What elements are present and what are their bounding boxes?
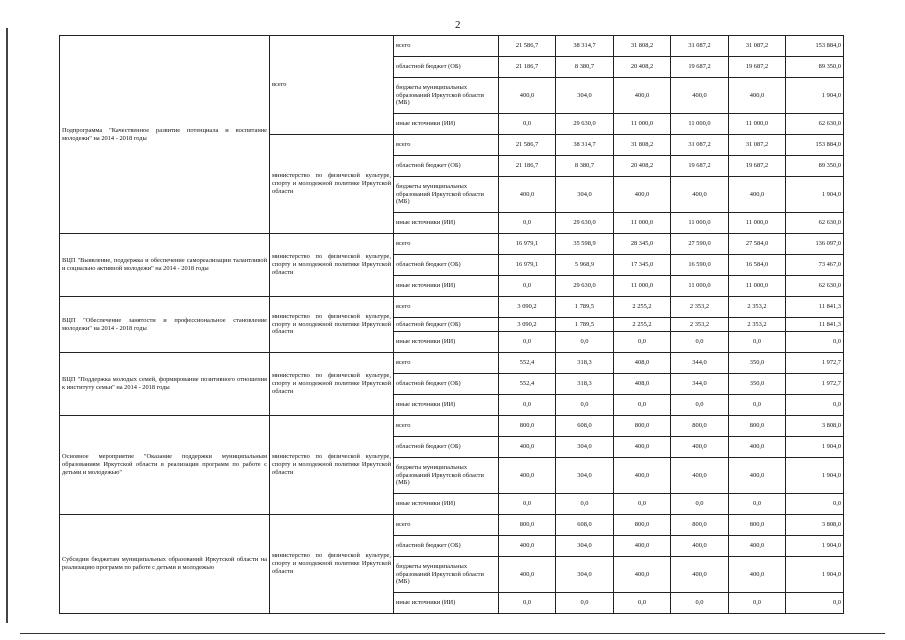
program-name-cell: ВЦП "Выявление, поддержка и обеспечение самореализации талантливой и социально активной молодежи" на 2014 - 2018 годы: [60, 234, 270, 297]
year-value-cell: 17 345,0: [614, 255, 671, 276]
year-value-cell: 21 186,7: [499, 156, 556, 177]
total-value-cell: 1 972,7: [786, 374, 844, 395]
year-value-cell: 0,0: [499, 276, 556, 297]
year-value-cell: 11 000,0: [671, 114, 729, 135]
year-value-cell: 0,0: [499, 332, 556, 353]
year-value-cell: 0,0: [729, 494, 786, 515]
year-value-cell: 3 090,2: [499, 297, 556, 318]
year-value-cell: 1 789,5: [556, 318, 614, 332]
year-value-cell: 19 687,2: [729, 57, 786, 78]
year-value-cell: 552,4: [499, 353, 556, 374]
table-row: [60, 297, 844, 318]
year-value-cell: 29 630,0: [556, 213, 614, 234]
year-value-cell: 800,0: [729, 416, 786, 437]
year-value-cell: 38 314,7: [556, 135, 614, 156]
year-value-cell: 2 353,2: [729, 297, 786, 318]
funding-source-cell: областной бюджет (ОБ): [394, 536, 499, 557]
funding-source-cell: всего: [394, 234, 499, 255]
year-value-cell: 400,0: [499, 78, 556, 114]
year-value-cell: 28 345,0: [614, 234, 671, 255]
year-value-cell: 0,0: [499, 114, 556, 135]
total-value-cell: 1 904,0: [786, 557, 844, 593]
year-value-cell: 0,0: [499, 593, 556, 614]
year-value-cell: 27 584,0: [729, 234, 786, 255]
year-value-cell: 0,0: [499, 213, 556, 234]
year-value-cell: 400,0: [671, 557, 729, 593]
year-value-cell: 304,0: [556, 177, 614, 213]
executor-cell: министерство по физической культуре, спорту и молодежной политике Иркутской области: [270, 515, 394, 614]
total-value-cell: 0,0: [786, 395, 844, 416]
year-value-cell: 11 000,0: [614, 114, 671, 135]
executor-cell: министерство по физической культуре, спорту и молодежной политике Иркутской области: [270, 135, 394, 234]
year-value-cell: 11 000,0: [671, 213, 729, 234]
year-value-cell: 0,0: [614, 395, 671, 416]
year-value-cell: 31 808,2: [614, 36, 671, 57]
year-value-cell: 608,0: [556, 416, 614, 437]
year-value-cell: 400,0: [499, 536, 556, 557]
funding-source-cell: иные источники (ИИ): [394, 213, 499, 234]
year-value-cell: 11 000,0: [614, 213, 671, 234]
year-value-cell: 400,0: [614, 437, 671, 458]
year-value-cell: 0,0: [556, 494, 614, 515]
funding-source-cell: всего: [394, 515, 499, 536]
year-value-cell: 38 314,7: [556, 36, 614, 57]
year-value-cell: 344,0: [671, 353, 729, 374]
year-value-cell: 21 186,7: [499, 57, 556, 78]
year-value-cell: 408,0: [614, 353, 671, 374]
total-value-cell: 89 350,0: [786, 156, 844, 177]
executor-cell: министерство по физической культуре, спорту и молодежной политике Иркутской области: [270, 353, 394, 416]
year-value-cell: 2 353,2: [671, 318, 729, 332]
total-value-cell: 3 808,0: [786, 515, 844, 536]
year-value-cell: 0,0: [499, 494, 556, 515]
year-value-cell: 16 979,1: [499, 255, 556, 276]
program-name-cell: ВЦП "Поддержка молодых семей, формирование позитивного отношения к институту семьи" на 2014 - 2018 годы: [60, 353, 270, 416]
year-value-cell: 400,0: [729, 437, 786, 458]
year-value-cell: 400,0: [499, 557, 556, 593]
funding-source-cell: иные источники (ИИ): [394, 332, 499, 353]
year-value-cell: 21 586,7: [499, 36, 556, 57]
program-name-cell: Основное мероприятие "Оказание поддержки муниципальным образованиям Иркутской области в реализации программ по работе с детьми и молодежью": [60, 416, 270, 515]
funding-source-cell: иные источники (ИИ): [394, 395, 499, 416]
executor-cell: всего: [270, 36, 394, 135]
year-value-cell: 31 808,2: [614, 135, 671, 156]
year-value-cell: 11 000,0: [729, 276, 786, 297]
total-value-cell: 3 808,0: [786, 416, 844, 437]
funding-source-cell: иные источники (ИИ): [394, 114, 499, 135]
total-value-cell: 62 630,0: [786, 114, 844, 135]
year-value-cell: 800,0: [671, 515, 729, 536]
year-value-cell: 304,0: [556, 557, 614, 593]
year-value-cell: 552,4: [499, 374, 556, 395]
year-value-cell: 19 687,2: [729, 156, 786, 177]
year-value-cell: 400,0: [671, 536, 729, 557]
year-value-cell: 400,0: [671, 78, 729, 114]
table-row: [60, 36, 844, 57]
funding-source-cell: бюджеты муниципальных образований Иркутской области (МБ): [394, 557, 499, 593]
program-name-cell: Подпрограмма "Качественное развитие потенциала и воспитание молодежи" на 2014 - 2018 годы: [60, 36, 270, 234]
year-value-cell: 304,0: [556, 536, 614, 557]
funding-source-cell: иные источники (ИИ): [394, 276, 499, 297]
year-value-cell: 304,0: [556, 78, 614, 114]
funding-source-cell: областной бюджет (ОБ): [394, 437, 499, 458]
year-value-cell: 400,0: [499, 177, 556, 213]
year-value-cell: 2 255,2: [614, 297, 671, 318]
year-value-cell: 1 789,5: [556, 297, 614, 318]
year-value-cell: 29 630,0: [556, 114, 614, 135]
year-value-cell: 400,0: [671, 177, 729, 213]
year-value-cell: 400,0: [499, 458, 556, 494]
total-value-cell: 1 904,0: [786, 536, 844, 557]
year-value-cell: 400,0: [729, 536, 786, 557]
year-value-cell: 11 000,0: [729, 114, 786, 135]
year-value-cell: 0,0: [614, 494, 671, 515]
funding-source-cell: областной бюджет (ОБ): [394, 57, 499, 78]
table-row: [60, 416, 844, 437]
year-value-cell: 0,0: [729, 332, 786, 353]
total-value-cell: 0,0: [786, 494, 844, 515]
year-value-cell: 8 380,7: [556, 156, 614, 177]
year-value-cell: 800,0: [614, 515, 671, 536]
year-value-cell: 800,0: [499, 515, 556, 536]
year-value-cell: 27 590,0: [671, 234, 729, 255]
year-value-cell: 400,0: [614, 536, 671, 557]
program-name-cell: Субсидии бюджетам муниципальных образований Иркутской области на реализацию программ по работе с детьми и молодежью: [60, 515, 270, 614]
year-value-cell: 35 598,9: [556, 234, 614, 255]
year-value-cell: 0,0: [671, 332, 729, 353]
table-row: [60, 234, 844, 255]
year-value-cell: 350,0: [729, 353, 786, 374]
year-value-cell: 318,3: [556, 353, 614, 374]
year-value-cell: 29 630,0: [556, 276, 614, 297]
funding-source-cell: областной бюджет (ОБ): [394, 255, 499, 276]
year-value-cell: 800,0: [499, 416, 556, 437]
executor-cell: министерство по физической культуре, спорту и молодежной политике Иркутской области: [270, 297, 394, 353]
year-value-cell: 608,0: [556, 515, 614, 536]
total-value-cell: 89 350,0: [786, 57, 844, 78]
year-value-cell: 0,0: [614, 593, 671, 614]
year-value-cell: 0,0: [671, 593, 729, 614]
year-value-cell: 0,0: [556, 332, 614, 353]
year-value-cell: 5 968,9: [556, 255, 614, 276]
scan-edge-line: [6, 28, 8, 623]
year-value-cell: 16 590,0: [671, 255, 729, 276]
year-value-cell: 19 687,2: [671, 156, 729, 177]
year-value-cell: 800,0: [614, 416, 671, 437]
total-value-cell: 1 904,0: [786, 177, 844, 213]
scan-bottom-line: [20, 633, 885, 634]
year-value-cell: 304,0: [556, 437, 614, 458]
funding-source-cell: всего: [394, 135, 499, 156]
year-value-cell: 20 408,2: [614, 57, 671, 78]
year-value-cell: 0,0: [614, 332, 671, 353]
year-value-cell: 800,0: [671, 416, 729, 437]
year-value-cell: 21 586,7: [499, 135, 556, 156]
year-value-cell: 0,0: [499, 395, 556, 416]
funding-source-cell: областной бюджет (ОБ): [394, 318, 499, 332]
year-value-cell: 800,0: [729, 515, 786, 536]
year-value-cell: 8 380,7: [556, 57, 614, 78]
year-value-cell: 20 408,2: [614, 156, 671, 177]
executor-cell: министерство по физической культуре, спорту и молодежной политике Иркутской области: [270, 234, 394, 297]
year-value-cell: 0,0: [729, 395, 786, 416]
funding-source-cell: иные источники (ИИ): [394, 494, 499, 515]
year-value-cell: 16 979,1: [499, 234, 556, 255]
funding-source-cell: бюджеты муниципальных образований Иркутской области (МБ): [394, 78, 499, 114]
table-row: [60, 353, 844, 374]
year-value-cell: 400,0: [614, 557, 671, 593]
year-value-cell: 0,0: [671, 395, 729, 416]
total-value-cell: 136 097,0: [786, 234, 844, 255]
year-value-cell: 400,0: [671, 458, 729, 494]
year-value-cell: 2 353,2: [729, 318, 786, 332]
total-value-cell: 1 972,7: [786, 353, 844, 374]
year-value-cell: 400,0: [499, 437, 556, 458]
year-value-cell: 400,0: [614, 458, 671, 494]
total-value-cell: 11 841,3: [786, 297, 844, 318]
year-value-cell: 3 090,2: [499, 318, 556, 332]
year-value-cell: 400,0: [729, 458, 786, 494]
total-value-cell: 153 884,0: [786, 135, 844, 156]
total-value-cell: 62 630,0: [786, 213, 844, 234]
total-value-cell: 62 630,0: [786, 276, 844, 297]
total-value-cell: 1 904,0: [786, 458, 844, 494]
year-value-cell: 11 000,0: [729, 213, 786, 234]
funding-source-cell: всего: [394, 297, 499, 318]
total-value-cell: 0,0: [786, 593, 844, 614]
year-value-cell: 19 687,2: [671, 57, 729, 78]
funding-source-cell: всего: [394, 36, 499, 57]
year-value-cell: 0,0: [729, 593, 786, 614]
year-value-cell: 31 087,2: [671, 36, 729, 57]
total-value-cell: 73 467,0: [786, 255, 844, 276]
year-value-cell: 31 087,2: [729, 36, 786, 57]
year-value-cell: 0,0: [556, 395, 614, 416]
year-value-cell: 400,0: [614, 177, 671, 213]
funding-source-cell: всего: [394, 416, 499, 437]
funding-source-cell: областной бюджет (ОБ): [394, 156, 499, 177]
year-value-cell: 31 087,2: [671, 135, 729, 156]
executor-cell: министерство по физической культуре, спорту и молодежной политике Иркутской области: [270, 416, 394, 515]
year-value-cell: 11 000,0: [614, 276, 671, 297]
year-value-cell: 16 584,0: [729, 255, 786, 276]
year-value-cell: 408,0: [614, 374, 671, 395]
year-value-cell: 0,0: [556, 593, 614, 614]
total-value-cell: 1 904,0: [786, 437, 844, 458]
page-number: 2: [455, 19, 461, 31]
year-value-cell: 0,0: [671, 494, 729, 515]
funding-source-cell: областной бюджет (ОБ): [394, 374, 499, 395]
year-value-cell: 400,0: [729, 557, 786, 593]
funding-source-cell: всего: [394, 353, 499, 374]
total-value-cell: 11 841,3: [786, 318, 844, 332]
year-value-cell: 350,0: [729, 374, 786, 395]
year-value-cell: 31 087,2: [729, 135, 786, 156]
program-name-cell: ВЦП "Обеспечение занятости и профессиональное становление молодежи" на 2014 - 2018 годы: [60, 297, 270, 353]
year-value-cell: 400,0: [729, 78, 786, 114]
year-value-cell: 400,0: [614, 78, 671, 114]
year-value-cell: 2 255,2: [614, 318, 671, 332]
year-value-cell: 400,0: [671, 437, 729, 458]
table-row: [60, 515, 844, 536]
year-value-cell: 344,0: [671, 374, 729, 395]
year-value-cell: 11 000,0: [671, 276, 729, 297]
budget-table: [59, 35, 844, 614]
year-value-cell: 2 353,2: [671, 297, 729, 318]
funding-source-cell: иные источники (ИИ): [394, 593, 499, 614]
year-value-cell: 318,3: [556, 374, 614, 395]
funding-source-cell: бюджеты муниципальных образований Иркутской области (МБ): [394, 458, 499, 494]
funding-source-cell: бюджеты муниципальных образований Иркутской области (МБ): [394, 177, 499, 213]
total-value-cell: 1 904,0: [786, 78, 844, 114]
total-value-cell: 153 884,0: [786, 36, 844, 57]
total-value-cell: 0,0: [786, 332, 844, 353]
year-value-cell: 400,0: [729, 177, 786, 213]
year-value-cell: 304,0: [556, 458, 614, 494]
